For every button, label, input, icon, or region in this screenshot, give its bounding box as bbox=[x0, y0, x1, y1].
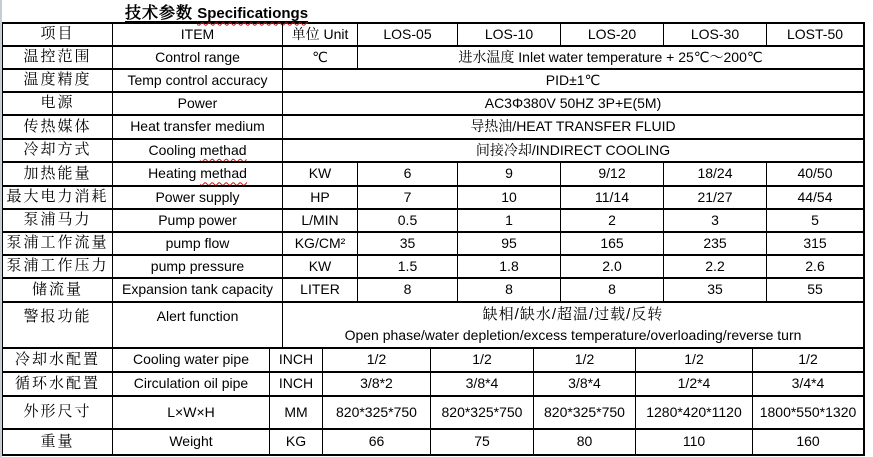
row-label-en: Temp control accuracy bbox=[113, 70, 283, 91]
merged-value-cell: AC3Φ380V 50HZ 3P+E(5M) bbox=[484, 94, 662, 111]
row-pump-power bbox=[3, 210, 863, 233]
row-label-en bbox=[113, 163, 283, 185]
row-label-en: Power bbox=[113, 93, 283, 114]
specifications-table bbox=[1, 22, 865, 456]
merged-value-cell: 导热油/HEAT TRANSFER FLUID bbox=[470, 118, 676, 135]
row-label-en: pump pressure bbox=[113, 256, 283, 277]
row-power bbox=[3, 93, 863, 116]
row-label-zh: 电源 bbox=[3, 93, 113, 114]
unit-cell: MM bbox=[270, 397, 323, 428]
value-cell: 75 bbox=[431, 430, 534, 454]
misspelled-word: methad bbox=[200, 165, 247, 182]
misspelled-word: methad bbox=[199, 141, 247, 158]
row-alert-function bbox=[3, 303, 863, 349]
row-label-en: Power supply bbox=[113, 187, 283, 208]
value-cell: 1/2 bbox=[636, 349, 753, 371]
value-cell: 3/4*4 bbox=[791, 375, 825, 392]
row-expansion-tank bbox=[3, 279, 863, 303]
row-pump-flow bbox=[3, 233, 863, 256]
value-cell: 165 bbox=[561, 233, 664, 254]
row-label-en bbox=[113, 140, 283, 161]
row-temp-accuracy bbox=[3, 70, 863, 93]
row-label-zh: 外形尺寸 bbox=[3, 397, 113, 428]
value-cell: 110 bbox=[636, 430, 753, 454]
value-cell: 1280*420*1120 bbox=[636, 397, 753, 428]
row-label-zh: 冷却方式 bbox=[3, 140, 113, 161]
row-label-en: L×W×H bbox=[113, 397, 270, 428]
value-cell: 1/2 bbox=[431, 349, 534, 371]
row-pump-pressure bbox=[3, 256, 863, 279]
value-cell: 1 bbox=[458, 210, 561, 231]
row-heating-capacity bbox=[3, 163, 863, 187]
row-label-zh: 循环水配置 bbox=[3, 373, 113, 395]
header-model-los-05: LOS-05 bbox=[358, 24, 458, 45]
value-cell: 66 bbox=[323, 430, 431, 454]
value-cell: 1/2 bbox=[323, 349, 431, 371]
header-model-los-30: LOS-30 bbox=[664, 24, 767, 45]
value-cell: 2.0 bbox=[561, 256, 664, 277]
value-cell: 10 bbox=[458, 187, 561, 208]
unit-cell: L/MIN bbox=[283, 210, 358, 231]
label-word: Heating bbox=[148, 165, 197, 182]
value-cell: 1.8 bbox=[458, 256, 561, 277]
value-cell: 6 bbox=[358, 163, 458, 185]
value-cell: 9/12 bbox=[561, 163, 664, 185]
value-cell: 11/14 bbox=[561, 187, 664, 208]
value-cell: 0.5 bbox=[358, 210, 458, 231]
value-cell: 9 bbox=[458, 163, 561, 185]
row-label-zh: 储流量 bbox=[3, 279, 113, 301]
page-title-en: Specificationgs bbox=[197, 4, 309, 22]
merged-value-cell: PID±1℃ bbox=[545, 71, 601, 88]
header-item-en: ITEM bbox=[113, 24, 283, 45]
value-cell: 21/27 bbox=[664, 187, 767, 208]
header-model-los-10: LOS-10 bbox=[458, 24, 561, 45]
alert-line-en: Open phase/water depletion/excess temperature/overloading/reverse turn bbox=[344, 326, 802, 343]
value-cell: 2.2 bbox=[664, 256, 767, 277]
row-label-en: Expansion tank capacity bbox=[113, 279, 283, 301]
row-label-zh: 温度精度 bbox=[3, 70, 113, 91]
value-cell: 5 bbox=[811, 211, 819, 228]
row-label-en: pump flow bbox=[113, 233, 283, 254]
value-cell: 315 bbox=[803, 234, 827, 251]
header-model-lost-50: LOST-50 bbox=[786, 25, 844, 42]
unit-cell: INCH bbox=[270, 349, 323, 371]
unit-cell: HP bbox=[283, 187, 358, 208]
value-cell: 8 bbox=[358, 279, 458, 301]
row-control-range bbox=[3, 47, 863, 70]
unit-cell: LITER bbox=[283, 279, 358, 301]
merged-value-cell bbox=[283, 303, 863, 347]
value-cell: 2.6 bbox=[805, 257, 825, 274]
value-cell: 820*325*750 bbox=[323, 397, 431, 428]
row-label-zh: 重量 bbox=[3, 430, 113, 454]
page-title bbox=[0, 0, 873, 22]
header-item-zh: 项目 bbox=[3, 24, 113, 45]
row-label-zh: 传热媒体 bbox=[3, 116, 113, 138]
window-left-edge bbox=[0, 0, 2, 457]
value-cell: 235 bbox=[664, 233, 767, 254]
row-label-zh: 泵浦工作流量 bbox=[3, 233, 113, 254]
value-cell: 55 bbox=[807, 281, 823, 298]
value-cell: 1/2 bbox=[798, 351, 818, 368]
row-circulation-oil-pipe bbox=[3, 373, 863, 397]
value-cell: 7 bbox=[358, 187, 458, 208]
row-label-en: Heat transfer medium bbox=[113, 116, 283, 138]
row-label-en: Circulation oil pipe bbox=[113, 373, 270, 395]
header-model-los-20: LOS-20 bbox=[561, 24, 664, 45]
row-label-zh: 泵浦马力 bbox=[3, 210, 113, 231]
row-label-zh: 警报功能 bbox=[3, 303, 113, 347]
value-cell: 1800*550*1320 bbox=[759, 403, 857, 420]
unit-cell: ℃ bbox=[283, 47, 358, 68]
value-cell: 2 bbox=[561, 210, 664, 231]
page-title-zh: 技术参数 bbox=[125, 4, 194, 22]
merged-value-cell: 进水温度 Inlet water temperature + 25℃～200℃ bbox=[458, 48, 763, 65]
value-cell: 3/8*4 bbox=[431, 373, 534, 395]
value-cell: 18/24 bbox=[664, 163, 767, 185]
label-word: Cooling bbox=[148, 141, 196, 158]
value-cell: 35 bbox=[664, 279, 767, 301]
row-power-supply bbox=[3, 187, 863, 210]
value-cell: 3 bbox=[664, 210, 767, 231]
value-cell: 3/8*2 bbox=[323, 373, 431, 395]
value-cell: 35 bbox=[358, 233, 458, 254]
value-cell: 820*325*750 bbox=[534, 397, 636, 428]
row-label-en: Control range bbox=[113, 47, 283, 68]
row-label-zh: 冷却水配置 bbox=[3, 349, 113, 371]
unit-cell: KW bbox=[283, 256, 358, 277]
value-cell: 820*325*750 bbox=[431, 397, 534, 428]
row-label-en: Pump power bbox=[113, 210, 283, 231]
value-cell: 1/2*4 bbox=[636, 373, 753, 395]
row-label-zh: 温控范围 bbox=[3, 47, 113, 68]
unit-cell: KW bbox=[283, 163, 358, 185]
header-unit: 单位 Unit bbox=[283, 24, 358, 45]
row-label-en: Alert function bbox=[113, 303, 283, 347]
row-weight bbox=[3, 430, 863, 454]
merged-value-cell: 间接冷却/INDIRECT COOLING bbox=[475, 141, 671, 158]
value-cell: 80 bbox=[534, 430, 636, 454]
row-label-zh: 加热能量 bbox=[3, 163, 113, 185]
value-cell: 40/50 bbox=[797, 165, 833, 182]
value-cell: 160 bbox=[796, 433, 820, 450]
row-label-zh: 泵浦工作压力 bbox=[3, 256, 113, 277]
row-dimensions bbox=[3, 397, 863, 430]
table-header-row bbox=[3, 24, 863, 47]
row-cooling-water-pipe bbox=[3, 349, 863, 373]
row-cooling-method bbox=[3, 140, 863, 163]
value-cell: 3/8*4 bbox=[534, 373, 636, 395]
value-cell: 1/2 bbox=[534, 349, 636, 371]
row-heat-transfer-medium bbox=[3, 116, 863, 140]
value-cell: 8 bbox=[458, 279, 561, 301]
unit-cell: INCH bbox=[270, 373, 323, 395]
value-cell: 1.5 bbox=[358, 256, 458, 277]
unit-cell: KG bbox=[270, 430, 323, 454]
value-cell: 44/54 bbox=[797, 188, 833, 205]
row-label-zh: 最大电力消耗 bbox=[3, 187, 113, 208]
value-cell: 8 bbox=[561, 279, 664, 301]
row-label-en: Cooling water pipe bbox=[113, 349, 270, 371]
alert-line-zh: 缺相/缺水/超温/过载/反转 bbox=[482, 306, 664, 324]
value-cell: 95 bbox=[458, 233, 561, 254]
unit-cell: KG/CM² bbox=[283, 233, 358, 254]
row-label-en: Weight bbox=[113, 430, 270, 454]
